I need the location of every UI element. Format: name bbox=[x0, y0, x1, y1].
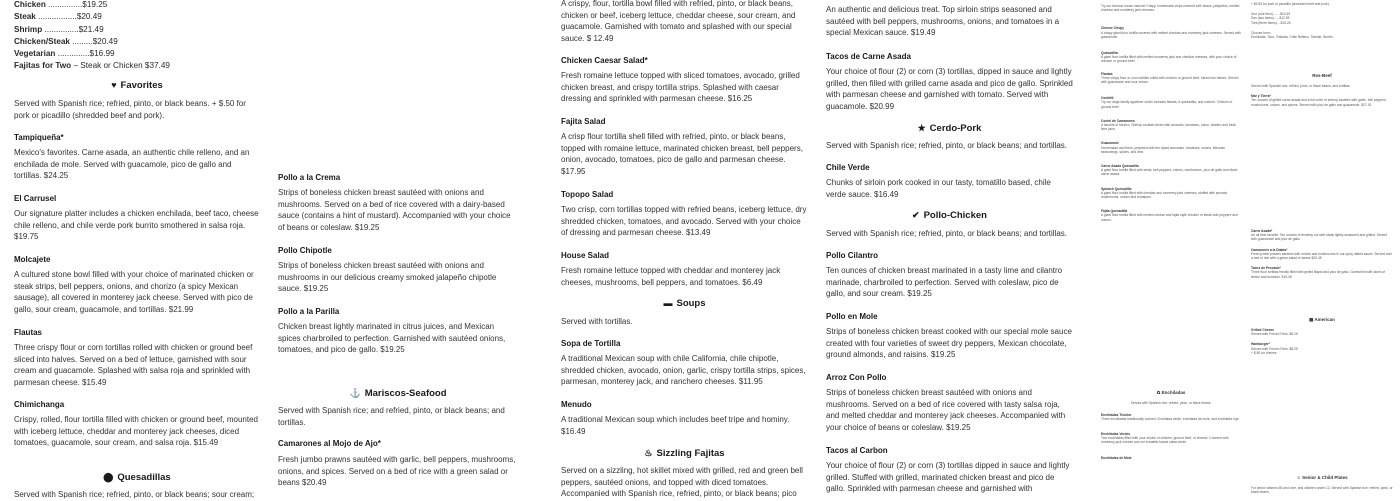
item-desc: Strips of boneless chicken breast sautéed with onions and mushrooms. Served on a bed of rice covered with tasty salsa roja, and melted cheddar and monterey jack cheeses. Accompanied with your choice of beans or coleslaw. $19.25 bbox=[826, 388, 1066, 432]
list-item: + $3.50 for pork or picadillo (shredded beef and pork). bbox=[1251, 2, 1330, 6]
item-title: Topopo Salad bbox=[561, 190, 614, 199]
list-item: Tres (three items)....$15.25 bbox=[1251, 20, 1291, 25]
item-desc: Two crisp, corn tortillas topped with refried beans, iceberg lettuce, dry shredded chicken, tomatoes, and avocado. Served with your choice of dressing and parmesan cheese. $13.49 bbox=[561, 205, 807, 237]
list-item: + $.50 for cheese bbox=[1251, 350, 1277, 355]
res-beef-list-lower bbox=[1251, 229, 1393, 279]
cerdo-intro: Served with Spanish rice; refried, pinto, or black beans; and tortillas. bbox=[826, 141, 1068, 150]
res-beef-list bbox=[1251, 84, 1393, 107]
favorites-intro: Served with Spanish rice; refried, pinto, or black beans. + $.50 for pork or picadillo (shredded beef and pork). bbox=[14, 99, 246, 120]
list-item-title: Hamburger* bbox=[1251, 342, 1270, 347]
list-item-title: Guacamole bbox=[1101, 141, 1119, 146]
item-desc: A crisp flour tortilla shell filled with refried, pinto, or black beans, topped with romaine lettuce, marinated chicken breast, bell peppers, onion, avocado, tomatoes, pico de gallo and parmesan cheese. $17.95 bbox=[561, 132, 803, 176]
list-item: Served with Spanish rice; refried, pinto, or black beans, and tortillas. bbox=[1251, 84, 1351, 88]
list-item: Enchilada, Taco, Tostada, Chile Relleno, Tamale, Burrito bbox=[1251, 35, 1333, 40]
list-item: An all time favorite. Ten ounces of tenderly cut skirt steak lightly seasoned and grilled. Served with guacamole and pico de gallo. bbox=[1251, 233, 1388, 242]
item-title: Pollo a la Crema bbox=[278, 173, 341, 182]
item-title: Pollo a la Parilla bbox=[278, 307, 340, 316]
list-item: Served with Spanish rice; refried, pinto, or black beans. bbox=[1130, 401, 1212, 405]
price-list bbox=[14, 0, 260, 73]
list-item-title: Fajita Quesadilla bbox=[1101, 209, 1128, 214]
item-desc: Strips of boneless chicken breast sautéed with onions and mushrooms. Served on a bed of rice covered with a dairy-based sauce (contains a hint of mustard). Accompanied with your choice of beans or coleslaw. $19.25 bbox=[278, 188, 511, 232]
list-item: Homemade and fresh, prepared with the ripest avocados, tomatoes, onions, Mexican seasonings, spices, and lime. bbox=[1101, 145, 1226, 154]
list-item: Three enchiladas traditionally colored. Enchilada verde, enchilada de mole, and enchilada roja. bbox=[1101, 417, 1240, 422]
star-icon: ★ bbox=[917, 123, 926, 134]
combo-list bbox=[1251, 2, 1393, 39]
list-item-title: Enchiladas de Mole bbox=[1101, 456, 1132, 461]
list-item: A giant flour tortilla filled with melted monterey jack and cheddar cheeses, with your choice of chicken or ground beef. bbox=[1101, 55, 1237, 64]
list-item: A favorite in Mexico. Shrimp cocktail mixed with avocado, tomatoes, onion, cilantro and fresh lime juice. bbox=[1101, 123, 1237, 132]
list-item-title: Spinach Quesadilla bbox=[1101, 186, 1132, 191]
item-title: Sopa de Tortilla bbox=[561, 339, 621, 348]
list-item: A giant flour tortilla filled with melted cheese and fajita style chicken or steak with peppers and onions. bbox=[1101, 213, 1238, 222]
list-item: Ten ounces of grilled carne asada and a full order of shrimp sautéed with garlic, bell peppers, mushrooms, onions, and spices. Served with pico de gallo and guacamole. $27.15 bbox=[1251, 98, 1387, 107]
item-title: Camarones al Mojo de Ajo* bbox=[278, 439, 381, 448]
item-title: Pollo Cilantro bbox=[826, 251, 878, 260]
soups-intro: Served with tortillas. bbox=[561, 317, 633, 326]
item-desc: Mexico's favorites. Carne asada, an authentic chile relleno, and an enchilada de mole. Served with guacamole, pico de gallo and tortillas. $24.25 bbox=[14, 148, 250, 180]
people-icon: ☺ bbox=[1296, 475, 1303, 480]
sizzling-intro: Served on a sizzling, hot skillet mixed with grilled, red and green bell peppers, sautéed onions, and topped with diced tomatoes. Accompanied with Spanish rice, refried, pinto, or black beans; pico bbox=[561, 466, 803, 498]
item-desc: Crispy, rolled, flour tortilla filled with chicken or ground beef, mounted with iceberg lettuce, cheddar and monterey jack cheeses, diced tomatoes, guacamole, sour cream, and salsa roja. $15.49 bbox=[14, 415, 258, 447]
list-item: A crispy giant flour tortilla covered with melted cheddar and monterey jack cheeses. Served with guacamole. bbox=[1101, 30, 1241, 39]
soups-heading: ▬ Soups bbox=[663, 298, 706, 309]
list-item-title: Flautas bbox=[1101, 71, 1113, 76]
quesadillas-intro: Served with Spanish rice; refried, pinto, or black beans; sour cream; bbox=[14, 490, 255, 499]
item-title: Fajita Salad bbox=[561, 117, 606, 126]
heart-icon: ♥ bbox=[111, 80, 117, 91]
price-row: Chicken/Steak .........$20.49 bbox=[14, 36, 118, 46]
list-item: Three crispy flour or corn tortillas rolled with chicken or ground beef, sliced into halves. Served with guacamole and sour cream. bbox=[1101, 75, 1239, 85]
list-item-title: Quesadilla bbox=[1101, 51, 1118, 56]
price-row: Chicken ...............$19.25 bbox=[14, 0, 108, 9]
item-title: House Salad bbox=[561, 251, 610, 260]
list-item: Uno (one item)........$10.49 bbox=[1251, 12, 1291, 17]
list-item-title: Enchiladas Tricolor bbox=[1101, 413, 1132, 418]
item-desc: Chunks of sirloin pork cooked in our tasty, tomatillo based, chile verde sauce. $16.49 bbox=[826, 178, 1051, 199]
item-title: Tampiqueña* bbox=[14, 133, 64, 142]
item-title: Arroz Con Pollo bbox=[826, 373, 887, 382]
list-item: Served with French Fries. $8.25 bbox=[1251, 346, 1298, 351]
item-desc: Chicken breast lightly marinated in citrus juices, and Mexican spices charbroiled to perfection. Garnished with sautéed onions, tomatoes, and pico de gallo. $19.25 bbox=[278, 322, 506, 354]
price-row: Steak .................$20.49 bbox=[14, 12, 102, 22]
item-title: Tacos al Carbon bbox=[826, 446, 888, 455]
item-desc: A crispy, flour, tortilla bowl filled with refried, pinto, or black beans, chicken or beef, iceberg lettuce, cheddar cheese, sour cream, and guacamole. Garnished with tomato and splashed with our special sauce. $ 12.49 bbox=[561, 0, 796, 43]
flag-icon: ▦ bbox=[1309, 317, 1315, 322]
american-list bbox=[1251, 328, 1393, 355]
item-desc: Your choice of flour (2) or corn (3) tortillas, dipped in sauce and lightly grilled, then filled with grilled carne asada and pico de gallo. Sprinkled with parmesan cheese and garnished with tomato. Served with guacamole. $20.99 bbox=[826, 67, 1073, 111]
list-item-title: Camarones a la Diabla* bbox=[1251, 247, 1288, 252]
list-item-title: Tacos de Pescado* bbox=[1251, 266, 1281, 271]
cerdo-heading: ★ Cerdo-Pork bbox=[917, 123, 982, 134]
list-item-title: Confetti bbox=[1101, 96, 1114, 101]
anchor-icon: ⚓ bbox=[349, 388, 361, 399]
list-item-title: Cheese Crispy bbox=[1101, 26, 1124, 31]
item-desc: A traditional Mexican soup with chile California, chile chipotle, shredded chicken, avocado, onion, garlic, crispy tortilla strips, spices, parmesan, monterey jack, and ranchero cheeses. $11.95 bbox=[561, 354, 806, 386]
list-item: Choose from: bbox=[1251, 30, 1271, 35]
item-title: Molcajete bbox=[14, 255, 51, 264]
item-desc: Our signature platter includes a chicken enchilada, beef taco, cheese chile relleno, and chile verde pork burrito smothered in salsa roja. $19.75 bbox=[14, 209, 259, 241]
quesadillas-heading: ⬤ Quesadillas bbox=[103, 472, 171, 483]
checkmark-icon: ✔ bbox=[912, 210, 920, 221]
item-title: Chicken Caesar Salad* bbox=[561, 56, 648, 65]
pollo-heading: ✔ Pollo-Chicken bbox=[912, 210, 987, 221]
item-title: El Carrusel bbox=[14, 194, 57, 203]
item-title: Menudo bbox=[561, 400, 592, 409]
list-item-title: Coctel de Camarones bbox=[1101, 118, 1135, 123]
list-item: Fresh jumbo prawns sautéed with onions and mushrooms in our spicy diabla sauce. Served over a bed of rice with a green salad or beans $20.49 bbox=[1251, 251, 1393, 261]
item-desc: Three crispy flour or corn tortillas rolled with chicken or ground beef sliced into halves. Served on a bed of lettuce, garnished with sour cream and guacamole. Splashed with salsa roja and sprinkled with parmesan cheese. $15.49 bbox=[14, 343, 253, 387]
american-heading: ▦ American bbox=[1309, 317, 1335, 322]
enchiladas-heading: ✿ Enchiladas bbox=[1156, 390, 1186, 395]
list-item-title: Grilled Cheese bbox=[1251, 328, 1275, 332]
pollo-intro: Served with Spanish rice; refried, pinto, or black beans; and tortillas. bbox=[826, 229, 1068, 238]
flame-icon: ♨ bbox=[644, 448, 653, 459]
list-item: Served with French Fries. $6.25 bbox=[1251, 332, 1298, 337]
list-item: A giant flour tortilla filled with steak, bell peppers, onions, mushrooms, pico de gallo and diced carne asada. bbox=[1101, 168, 1238, 177]
item-title: Chile Verde bbox=[826, 163, 870, 172]
list-item-title: Carne Asada Quesadilla bbox=[1101, 164, 1139, 169]
item-desc: Ten ounces of chicken breast marinated in a tasty lime and cilantro marinade, charbroiled to perfection. Served with coleslaw, pico de gallo, and sour cream. $19.25 bbox=[826, 266, 1063, 298]
item-desc: An authentic and delicious treat. Top sirloin strips seasoned and sautéed with bell peppers, mushrooms, onions, and tomatoes in a special Mexican sauce. $19.49 bbox=[826, 5, 1060, 37]
list-item: Try our famous house nachos! Crispy, homemade chips covered with beans, jalapeños, melted cheddar and monterey jack cheeses. bbox=[1101, 4, 1240, 13]
list-item: A giant flour tortilla filled with cheddar and monterey jack cheeses, stuffed with spinach, mushrooms, onions and tomatoes. bbox=[1101, 190, 1229, 200]
senior-child-desc: For senior citizens 65 and over, and children under 12. Served with Spanish rice; refried, pinto, or black beans. bbox=[1251, 486, 1393, 495]
favorites-heading: ♥ Favorites bbox=[111, 80, 163, 91]
list-item-title: Carne Asada* bbox=[1251, 229, 1273, 233]
list-item: Dos (two items)......$12.99 bbox=[1251, 16, 1290, 21]
list-item: Two enchiladas filled with your choice of chicken, ground beef, or cheese. Covered with monterey jack cheese and our tomatillo based salsa verde. bbox=[1101, 435, 1229, 445]
item-title: Pollo Chipotle bbox=[278, 246, 332, 255]
price-row: Vegetarian ..............$16.99 bbox=[14, 49, 115, 59]
item-title: Flautas bbox=[14, 328, 43, 337]
list-item-title: Mar y Tierra* bbox=[1251, 94, 1271, 99]
sizzling-fajitas-heading: ♨ Sizzling Fajitas bbox=[644, 448, 725, 459]
soup-bowl-icon: ▬ bbox=[663, 298, 673, 309]
senior-child-heading: ☺ Senior & Child Plates bbox=[1296, 475, 1348, 480]
item-desc: Fresh romaine lettuce topped with sliced tomatoes, avocado, grilled chicken breast, and crispy tortilla strips. Splashed with caesar dressing and sprinkled with parmesan cheese. $16.25 bbox=[561, 71, 800, 103]
mariscos-intro: Served with Spanish rice; and refried, pinto, or black beans; and tortillas. bbox=[278, 406, 505, 427]
item-title: Chimichanga bbox=[14, 400, 65, 409]
list-item-title: Enchiladas Verdes bbox=[1101, 431, 1131, 436]
appetizers-list bbox=[1101, 4, 1241, 222]
item-desc: A cultured stone bowl filled with your choice of marinated chicken or steak strips, bell peppers, onions, and chorizo (a spicy Mexican sausage), all covered in monterey jack cheese. Served with pico de gallo, sour cream, guacamole, and tortillas. $21.99 bbox=[14, 270, 254, 314]
item-desc: Your choice of flour (2) or corn (3) tortillas dipped in sauce and lightly grilled. Stuffed with grilled, marinated chicken breast and pico de gallo. Sprinkled with parmesan cheese and garnished with bbox=[826, 461, 1070, 493]
enchiladas-list bbox=[1101, 401, 1241, 460]
item-desc: Strips of boneless chicken breast sautéed with onions and mushrooms in our delicious creamy smoked jalapeño chipotle sauce. $19.25 bbox=[278, 261, 497, 293]
fajitas-for-two: Fajitas for Two – Steak or Chicken $37.49 bbox=[14, 61, 170, 71]
circle-icon: ⬤ bbox=[103, 472, 114, 483]
price-row: Shrimp ...............$21.49 bbox=[14, 24, 104, 34]
res-beef-heading: Res-Beef bbox=[1312, 73, 1332, 78]
list-item: Three flour tortillas freshly filled with grilled tilapia and pico de gallo. Garnished with slices of lemon and avocado. $19.49 bbox=[1251, 270, 1386, 279]
item-desc: Strips of boneless chicken breast cooked with our special mole sauce created with four varieties of sweet dry peppers, Mexican chocolate, ground almonds, and raisins. $19.25 bbox=[826, 327, 1072, 359]
item-desc: Fresh romaine lettuce topped with cheddar and monterey jack cheeses, mushrooms, bell peppers, and tomatoes. $6.49 bbox=[561, 266, 781, 287]
item-desc: A traditional Mexican soup which includes beef tripe and hominy. $16.49 bbox=[561, 415, 790, 436]
mariscos-heading: ⚓ Mariscos-Seafood bbox=[349, 388, 447, 399]
item-title: Pollo en Mole bbox=[826, 312, 878, 321]
item-title: Tacos de Carne Asada bbox=[826, 52, 911, 61]
item-desc: Fresh jumbo prawns sautéed with garlic, bell peppers, mushrooms, onions, and spices. Served on a bed of rice with a green salad or beans $20.49 bbox=[278, 455, 516, 487]
flower-icon: ✿ bbox=[1156, 390, 1162, 395]
list-item: Try our large family appetizer which includes flautas, a quesadilla, and nachos. Chicken or ground beef. bbox=[1101, 100, 1233, 109]
